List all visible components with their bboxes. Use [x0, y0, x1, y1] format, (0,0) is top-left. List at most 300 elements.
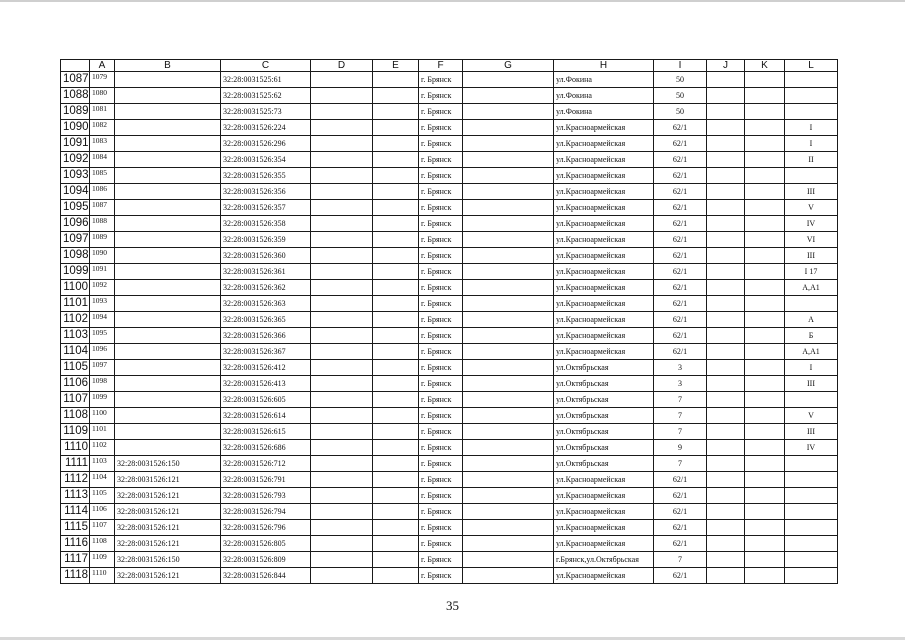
- cell-c[interactable]: 32:28:0031526:412: [221, 360, 311, 376]
- row-number[interactable]: 1108: [61, 408, 90, 424]
- cell-d[interactable]: [311, 360, 373, 376]
- cell-h[interactable]: ул.Фокина: [554, 72, 654, 88]
- cell-a[interactable]: 1094: [90, 312, 115, 328]
- cell-a[interactable]: 1091: [90, 264, 115, 280]
- cell-j[interactable]: [707, 536, 745, 552]
- cell-i[interactable]: 62/1: [654, 488, 707, 504]
- cell-j[interactable]: [707, 280, 745, 296]
- cell-i[interactable]: 62/1: [654, 264, 707, 280]
- cell-j[interactable]: [707, 360, 745, 376]
- cell-k[interactable]: [745, 104, 785, 120]
- cell-i[interactable]: 3: [654, 376, 707, 392]
- cell-g[interactable]: [463, 120, 554, 136]
- cell-a[interactable]: 1085: [90, 168, 115, 184]
- row-number[interactable]: 1114: [61, 504, 90, 520]
- cell-e[interactable]: [373, 472, 419, 488]
- cell-b[interactable]: 32:28:0031526:121: [115, 472, 221, 488]
- cell-i[interactable]: 62/1: [654, 472, 707, 488]
- cell-f[interactable]: г. Брянск: [419, 440, 463, 456]
- cell-j[interactable]: [707, 296, 745, 312]
- cell-j[interactable]: [707, 568, 745, 584]
- cell-l[interactable]: I: [785, 136, 838, 152]
- cell-i[interactable]: 62/1: [654, 344, 707, 360]
- cell-j[interactable]: [707, 376, 745, 392]
- cell-f[interactable]: г. Брянск: [419, 184, 463, 200]
- row-number[interactable]: 1117: [61, 552, 90, 568]
- cell-b[interactable]: 32:28:0031526:150: [115, 552, 221, 568]
- cell-k[interactable]: [745, 232, 785, 248]
- cell-h[interactable]: ул.Октябрьская: [554, 360, 654, 376]
- cell-c[interactable]: 32:28:0031526:614: [221, 408, 311, 424]
- cell-k[interactable]: [745, 520, 785, 536]
- column-header-g[interactable]: G: [463, 60, 554, 72]
- cell-j[interactable]: [707, 248, 745, 264]
- cell-i[interactable]: 62/1: [654, 184, 707, 200]
- cell-b[interactable]: 32:28:0031526:121: [115, 488, 221, 504]
- cell-e[interactable]: [373, 136, 419, 152]
- cell-g[interactable]: [463, 168, 554, 184]
- cell-h[interactable]: ул.Октябрьская: [554, 376, 654, 392]
- cell-e[interactable]: [373, 312, 419, 328]
- cell-h[interactable]: ул.Октябрьская: [554, 424, 654, 440]
- cell-b[interactable]: [115, 152, 221, 168]
- cell-e[interactable]: [373, 200, 419, 216]
- cell-g[interactable]: [463, 88, 554, 104]
- column-header-h[interactable]: H: [554, 60, 654, 72]
- cell-e[interactable]: [373, 88, 419, 104]
- cell-c[interactable]: 32:28:0031526:615: [221, 424, 311, 440]
- cell-c[interactable]: 32:28:0031526:361: [221, 264, 311, 280]
- cell-l[interactable]: [785, 104, 838, 120]
- cell-c[interactable]: 32:28:0031526:686: [221, 440, 311, 456]
- cell-b[interactable]: [115, 312, 221, 328]
- cell-a[interactable]: 1101: [90, 424, 115, 440]
- cell-c[interactable]: 32:28:0031526:296: [221, 136, 311, 152]
- cell-i[interactable]: 62/1: [654, 296, 707, 312]
- cell-a[interactable]: 1109: [90, 552, 115, 568]
- cell-b[interactable]: [115, 216, 221, 232]
- cell-c[interactable]: 32:28:0031526:355: [221, 168, 311, 184]
- cell-f[interactable]: г. Брянск: [419, 120, 463, 136]
- cell-k[interactable]: [745, 376, 785, 392]
- cell-f[interactable]: г. Брянск: [419, 72, 463, 88]
- cell-f[interactable]: г. Брянск: [419, 376, 463, 392]
- cell-b[interactable]: [115, 184, 221, 200]
- cell-l[interactable]: III: [785, 184, 838, 200]
- cell-l[interactable]: III: [785, 248, 838, 264]
- cell-g[interactable]: [463, 552, 554, 568]
- cell-c[interactable]: 32:28:0031526:794: [221, 504, 311, 520]
- cell-j[interactable]: [707, 312, 745, 328]
- cell-f[interactable]: г. Брянск: [419, 472, 463, 488]
- cell-b[interactable]: [115, 168, 221, 184]
- cell-b[interactable]: [115, 440, 221, 456]
- cell-d[interactable]: [311, 280, 373, 296]
- cell-c[interactable]: 32:28:0031526:224: [221, 120, 311, 136]
- cell-g[interactable]: [463, 504, 554, 520]
- cell-l[interactable]: Б: [785, 328, 838, 344]
- row-number[interactable]: 1102: [61, 312, 90, 328]
- cell-a[interactable]: 1102: [90, 440, 115, 456]
- cell-f[interactable]: г. Брянск: [419, 168, 463, 184]
- cell-k[interactable]: [745, 536, 785, 552]
- cell-l[interactable]: [785, 88, 838, 104]
- cell-b[interactable]: [115, 120, 221, 136]
- row-number[interactable]: 1099: [61, 264, 90, 280]
- cell-f[interactable]: г. Брянск: [419, 232, 463, 248]
- cell-l[interactable]: А: [785, 312, 838, 328]
- cell-l[interactable]: III: [785, 424, 838, 440]
- row-number[interactable]: 1110: [61, 440, 90, 456]
- cell-i[interactable]: 7: [654, 552, 707, 568]
- cell-b[interactable]: [115, 232, 221, 248]
- cell-k[interactable]: [745, 152, 785, 168]
- row-number[interactable]: 1090: [61, 120, 90, 136]
- cell-h[interactable]: ул.Октябрьская: [554, 440, 654, 456]
- cell-e[interactable]: [373, 168, 419, 184]
- cell-e[interactable]: [373, 248, 419, 264]
- cell-g[interactable]: [463, 376, 554, 392]
- cell-c[interactable]: 32:28:0031526:356: [221, 184, 311, 200]
- cell-a[interactable]: 1089: [90, 232, 115, 248]
- cell-k[interactable]: [745, 424, 785, 440]
- cell-d[interactable]: [311, 568, 373, 584]
- cell-g[interactable]: [463, 488, 554, 504]
- cell-i[interactable]: 62/1: [654, 504, 707, 520]
- cell-j[interactable]: [707, 344, 745, 360]
- cell-h[interactable]: ул.Красноармейская: [554, 216, 654, 232]
- cell-f[interactable]: г. Брянск: [419, 536, 463, 552]
- cell-d[interactable]: [311, 120, 373, 136]
- cell-j[interactable]: [707, 104, 745, 120]
- cell-h[interactable]: ул.Красноармейская: [554, 472, 654, 488]
- cell-b[interactable]: [115, 296, 221, 312]
- cell-f[interactable]: г. Брянск: [419, 408, 463, 424]
- cell-l[interactable]: [785, 504, 838, 520]
- cell-k[interactable]: [745, 408, 785, 424]
- row-number[interactable]: 1112: [61, 472, 90, 488]
- cell-e[interactable]: [373, 104, 419, 120]
- row-number[interactable]: 1094: [61, 184, 90, 200]
- cell-l[interactable]: А,А1: [785, 344, 838, 360]
- cell-e[interactable]: [373, 376, 419, 392]
- cell-d[interactable]: [311, 264, 373, 280]
- cell-k[interactable]: [745, 264, 785, 280]
- cell-f[interactable]: г. Брянск: [419, 88, 463, 104]
- row-number[interactable]: 1115: [61, 520, 90, 536]
- cell-a[interactable]: 1104: [90, 472, 115, 488]
- cell-k[interactable]: [745, 120, 785, 136]
- cell-a[interactable]: 1097: [90, 360, 115, 376]
- cell-b[interactable]: [115, 328, 221, 344]
- cell-c[interactable]: 32:28:0031526:413: [221, 376, 311, 392]
- column-header-j[interactable]: J: [707, 60, 745, 72]
- cell-f[interactable]: г. Брянск: [419, 424, 463, 440]
- cell-g[interactable]: [463, 200, 554, 216]
- cell-j[interactable]: [707, 152, 745, 168]
- cell-j[interactable]: [707, 264, 745, 280]
- cell-e[interactable]: [373, 568, 419, 584]
- cell-c[interactable]: 32:28:0031526:365: [221, 312, 311, 328]
- cell-d[interactable]: [311, 168, 373, 184]
- cell-a[interactable]: 1080: [90, 88, 115, 104]
- cell-i[interactable]: 50: [654, 104, 707, 120]
- cell-a[interactable]: 1081: [90, 104, 115, 120]
- cell-f[interactable]: г. Брянск: [419, 264, 463, 280]
- row-number[interactable]: 1087: [61, 72, 90, 88]
- cell-d[interactable]: [311, 376, 373, 392]
- cell-h[interactable]: ул.Красноармейская: [554, 296, 654, 312]
- cell-d[interactable]: [311, 536, 373, 552]
- cell-h[interactable]: ул.Красноармейская: [554, 168, 654, 184]
- cell-c[interactable]: 32:28:0031526:791: [221, 472, 311, 488]
- column-header-l[interactable]: L: [785, 60, 838, 72]
- cell-k[interactable]: [745, 472, 785, 488]
- cell-j[interactable]: [707, 200, 745, 216]
- cell-f[interactable]: г. Брянск: [419, 520, 463, 536]
- cell-d[interactable]: [311, 472, 373, 488]
- row-number[interactable]: 1106: [61, 376, 90, 392]
- cell-h[interactable]: ул.Красноармейская: [554, 328, 654, 344]
- cell-l[interactable]: А,А1: [785, 280, 838, 296]
- cell-d[interactable]: [311, 344, 373, 360]
- cell-i[interactable]: 62/1: [654, 216, 707, 232]
- cell-c[interactable]: 32:28:0031526:796: [221, 520, 311, 536]
- cell-k[interactable]: [745, 504, 785, 520]
- cell-j[interactable]: [707, 552, 745, 568]
- cell-l[interactable]: I: [785, 360, 838, 376]
- cell-k[interactable]: [745, 312, 785, 328]
- cell-g[interactable]: [463, 408, 554, 424]
- column-header-b[interactable]: B: [115, 60, 221, 72]
- cell-h[interactable]: ул.Фокина: [554, 88, 654, 104]
- cell-d[interactable]: [311, 152, 373, 168]
- cell-e[interactable]: [373, 520, 419, 536]
- cell-b[interactable]: [115, 88, 221, 104]
- cell-e[interactable]: [373, 536, 419, 552]
- cell-b[interactable]: [115, 200, 221, 216]
- cell-h[interactable]: ул.Красноармейская: [554, 120, 654, 136]
- cell-k[interactable]: [745, 360, 785, 376]
- cell-f[interactable]: г. Брянск: [419, 104, 463, 120]
- cell-c[interactable]: 32:28:0031525:62: [221, 88, 311, 104]
- cell-d[interactable]: [311, 296, 373, 312]
- cell-i[interactable]: 50: [654, 72, 707, 88]
- cell-k[interactable]: [745, 296, 785, 312]
- cell-f[interactable]: г. Брянск: [419, 344, 463, 360]
- cell-a[interactable]: 1088: [90, 216, 115, 232]
- cell-k[interactable]: [745, 392, 785, 408]
- cell-d[interactable]: [311, 552, 373, 568]
- cell-h[interactable]: ул.Октябрьская: [554, 392, 654, 408]
- cell-a[interactable]: 1099: [90, 392, 115, 408]
- cell-j[interactable]: [707, 168, 745, 184]
- cell-c[interactable]: 32:28:0031526:367: [221, 344, 311, 360]
- row-number[interactable]: 1101: [61, 296, 90, 312]
- cell-g[interactable]: [463, 296, 554, 312]
- cell-e[interactable]: [373, 184, 419, 200]
- cell-f[interactable]: г. Брянск: [419, 456, 463, 472]
- cell-f[interactable]: г. Брянск: [419, 152, 463, 168]
- cell-a[interactable]: 1092: [90, 280, 115, 296]
- cell-k[interactable]: [745, 216, 785, 232]
- cell-l[interactable]: [785, 296, 838, 312]
- cell-k[interactable]: [745, 568, 785, 584]
- cell-k[interactable]: [745, 488, 785, 504]
- cell-a[interactable]: 1105: [90, 488, 115, 504]
- cell-d[interactable]: [311, 200, 373, 216]
- cell-b[interactable]: [115, 104, 221, 120]
- cell-d[interactable]: [311, 248, 373, 264]
- cell-b[interactable]: 32:28:0031526:150: [115, 456, 221, 472]
- cell-i[interactable]: 7: [654, 408, 707, 424]
- cell-l[interactable]: [785, 168, 838, 184]
- cell-h[interactable]: ул.Красноармейская: [554, 536, 654, 552]
- column-header-a[interactable]: A: [90, 60, 115, 72]
- cell-f[interactable]: г. Брянск: [419, 312, 463, 328]
- cell-l[interactable]: [785, 392, 838, 408]
- row-number[interactable]: 1107: [61, 392, 90, 408]
- cell-a[interactable]: 1084: [90, 152, 115, 168]
- cell-d[interactable]: [311, 408, 373, 424]
- cell-j[interactable]: [707, 456, 745, 472]
- cell-f[interactable]: г. Брянск: [419, 280, 463, 296]
- cell-f[interactable]: г. Брянск: [419, 216, 463, 232]
- cell-d[interactable]: [311, 312, 373, 328]
- cell-d[interactable]: [311, 440, 373, 456]
- cell-l[interactable]: V: [785, 408, 838, 424]
- cell-b[interactable]: [115, 424, 221, 440]
- cell-i[interactable]: 62/1: [654, 168, 707, 184]
- cell-c[interactable]: 32:28:0031526:360: [221, 248, 311, 264]
- cell-h[interactable]: ул.Фокина: [554, 104, 654, 120]
- cell-g[interactable]: [463, 232, 554, 248]
- cell-f[interactable]: г. Брянск: [419, 200, 463, 216]
- cell-l[interactable]: [785, 488, 838, 504]
- cell-g[interactable]: [463, 104, 554, 120]
- cell-c[interactable]: 32:28:0031526:354: [221, 152, 311, 168]
- cell-i[interactable]: 62/1: [654, 120, 707, 136]
- cell-g[interactable]: [463, 344, 554, 360]
- cell-d[interactable]: [311, 392, 373, 408]
- row-number[interactable]: 1113: [61, 488, 90, 504]
- cell-l[interactable]: [785, 520, 838, 536]
- cell-g[interactable]: [463, 216, 554, 232]
- cell-b[interactable]: [115, 344, 221, 360]
- cell-k[interactable]: [745, 136, 785, 152]
- cell-j[interactable]: [707, 424, 745, 440]
- cell-f[interactable]: г. Брянск: [419, 360, 463, 376]
- cell-f[interactable]: г. Брянск: [419, 392, 463, 408]
- cell-j[interactable]: [707, 72, 745, 88]
- cell-e[interactable]: [373, 280, 419, 296]
- row-number[interactable]: 1103: [61, 328, 90, 344]
- row-number[interactable]: 1092: [61, 152, 90, 168]
- cell-c[interactable]: 32:28:0031526:362: [221, 280, 311, 296]
- cell-b[interactable]: [115, 408, 221, 424]
- cell-g[interactable]: [463, 392, 554, 408]
- cell-j[interactable]: [707, 520, 745, 536]
- cell-a[interactable]: 1082: [90, 120, 115, 136]
- cell-k[interactable]: [745, 168, 785, 184]
- cell-j[interactable]: [707, 232, 745, 248]
- row-number[interactable]: 1088: [61, 88, 90, 104]
- cell-e[interactable]: [373, 120, 419, 136]
- row-number[interactable]: 1109: [61, 424, 90, 440]
- cell-h[interactable]: ул.Красноармейская: [554, 248, 654, 264]
- cell-e[interactable]: [373, 424, 419, 440]
- cell-b[interactable]: [115, 136, 221, 152]
- cell-i[interactable]: 9: [654, 440, 707, 456]
- cell-k[interactable]: [745, 440, 785, 456]
- cell-l[interactable]: IV: [785, 440, 838, 456]
- cell-a[interactable]: 1100: [90, 408, 115, 424]
- cell-d[interactable]: [311, 424, 373, 440]
- cell-c[interactable]: 32:28:0031525:61: [221, 72, 311, 88]
- cell-e[interactable]: [373, 456, 419, 472]
- cell-d[interactable]: [311, 328, 373, 344]
- cell-b[interactable]: [115, 72, 221, 88]
- cell-g[interactable]: [463, 184, 554, 200]
- cell-i[interactable]: 62/1: [654, 152, 707, 168]
- cell-l[interactable]: V: [785, 200, 838, 216]
- cell-c[interactable]: 32:28:0031526:712: [221, 456, 311, 472]
- cell-a[interactable]: 1079: [90, 72, 115, 88]
- cell-a[interactable]: 1086: [90, 184, 115, 200]
- cell-i[interactable]: 50: [654, 88, 707, 104]
- cell-g[interactable]: [463, 280, 554, 296]
- cell-g[interactable]: [463, 248, 554, 264]
- cell-e[interactable]: [373, 216, 419, 232]
- cell-c[interactable]: 32:28:0031526:366: [221, 328, 311, 344]
- row-number[interactable]: 1096: [61, 216, 90, 232]
- cell-f[interactable]: г. Брянск: [419, 296, 463, 312]
- cell-h[interactable]: г.Брянск,ул.Октябрьская: [554, 552, 654, 568]
- cell-d[interactable]: [311, 72, 373, 88]
- cell-i[interactable]: 7: [654, 424, 707, 440]
- cell-h[interactable]: ул.Красноармейская: [554, 200, 654, 216]
- cell-j[interactable]: [707, 408, 745, 424]
- cell-g[interactable]: [463, 568, 554, 584]
- cell-g[interactable]: [463, 72, 554, 88]
- cell-i[interactable]: 62/1: [654, 328, 707, 344]
- row-number[interactable]: 1089: [61, 104, 90, 120]
- cell-h[interactable]: ул.Красноармейская: [554, 152, 654, 168]
- cell-b[interactable]: 32:28:0031526:121: [115, 536, 221, 552]
- cell-l[interactable]: [785, 552, 838, 568]
- cell-c[interactable]: 32:28:0031526:363: [221, 296, 311, 312]
- cell-j[interactable]: [707, 392, 745, 408]
- cell-g[interactable]: [463, 264, 554, 280]
- cell-c[interactable]: 32:28:0031526:359: [221, 232, 311, 248]
- cell-j[interactable]: [707, 184, 745, 200]
- cell-g[interactable]: [463, 536, 554, 552]
- cell-b[interactable]: 32:28:0031526:121: [115, 568, 221, 584]
- cell-i[interactable]: 3: [654, 360, 707, 376]
- cell-e[interactable]: [373, 264, 419, 280]
- column-header-d[interactable]: D: [311, 60, 373, 72]
- cell-h[interactable]: ул.Красноармейская: [554, 232, 654, 248]
- cell-c[interactable]: 32:28:0031526:805: [221, 536, 311, 552]
- cell-e[interactable]: [373, 552, 419, 568]
- cell-c[interactable]: 32:28:0031526:605: [221, 392, 311, 408]
- cell-j[interactable]: [707, 440, 745, 456]
- row-number[interactable]: 1116: [61, 536, 90, 552]
- cell-j[interactable]: [707, 136, 745, 152]
- cell-j[interactable]: [707, 88, 745, 104]
- cell-a[interactable]: 1107: [90, 520, 115, 536]
- cell-g[interactable]: [463, 360, 554, 376]
